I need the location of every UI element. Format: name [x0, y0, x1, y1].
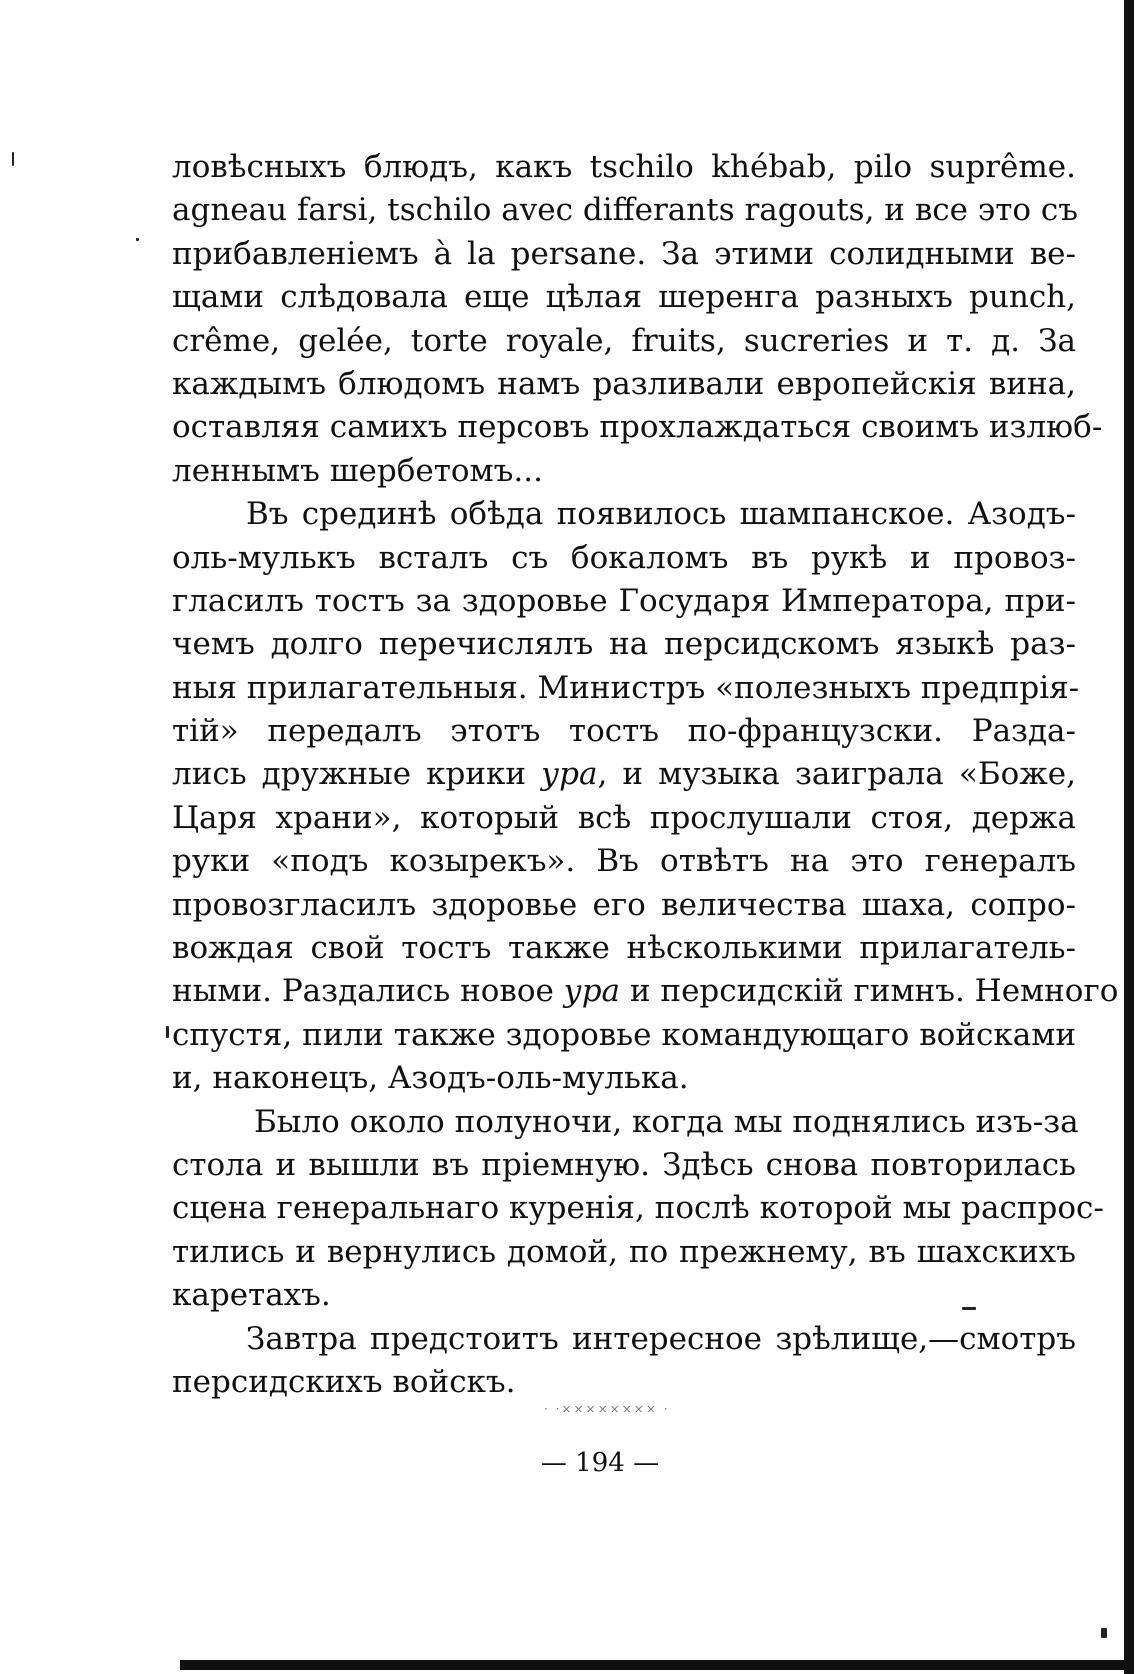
text-line: оль-мулькъ всталъ съ бокаломъ въ рукѣ и провоз-: [172, 539, 1076, 576]
text-line: Въ срединѣ обѣда появилось шампанское. Азодъ-: [246, 496, 1076, 533]
text-line: лись дружные крики ура, и музыка заиграла «Боже,: [172, 756, 1076, 793]
text-line: и, наконецъ, Азодъ-оль-мулька.: [172, 1060, 689, 1097]
scan-edge-bottom: [180, 1660, 1130, 1670]
text-line: ныя прилагательныя. Министръ «полезныхъ предпрія-: [172, 669, 1080, 706]
text-line: провозгласилъ здоровье его величества шаха, сопро-: [172, 886, 1076, 923]
text-line: стола и вышли въ пріемную. Здѣсь снова повторилась: [172, 1146, 1076, 1183]
body-text: [172, 146, 1119, 1404]
page-number: — 194 —: [540, 1448, 660, 1478]
scan-speck: [12, 152, 14, 166]
text-line: щами слѣдовала еще цѣлая шеренга разныхъ punch,: [172, 279, 1076, 316]
text-line: Было около полуночи, когда мы поднялись изъ-за: [254, 1103, 1079, 1140]
scan-speck: [1101, 1628, 1107, 1638]
text-line: сцена генеральнаго куренія, послѣ которой мы распрос-: [172, 1190, 1104, 1227]
text-line: вождая свой тостъ также нѣсколькими прилагатель-: [172, 930, 1076, 967]
text-line: оставляя самихъ персовъ прохлаждаться своимъ излюб-: [172, 409, 1103, 446]
text-line: гласилъ тостъ за здоровье Государя Императора, при-: [172, 582, 1076, 619]
section-ornament: · ·×××××××× ·: [544, 1402, 670, 1412]
scan-edge-right: [1124, 0, 1134, 1674]
text-line: тились и вернулись домой, по прежнему, въ шахскихъ: [172, 1233, 1076, 1270]
text-line: чемъ долго перечислялъ на персидскомъ языкѣ раз-: [172, 626, 1076, 663]
text-line: руки «подъ козырекъ». Въ отвѣтъ на это генералъ: [172, 843, 1076, 880]
text-line: спустя, пили также здоровье командующаго войсками: [172, 1016, 1076, 1053]
scan-speck: [166, 1026, 169, 1038]
text-line: ловѣсныхъ блюдъ, какъ tschilo khébab, pilo suprême.: [172, 149, 1076, 185]
text-line: Царя храни», который всѣ прослушали стоя, держа: [172, 799, 1076, 836]
text-line: леннымъ шербетомъ...: [172, 452, 543, 489]
text-line: Завтра предстоитъ интересное зрѣлище,—смотръ: [246, 1320, 1076, 1357]
text-line: прибавленіемъ à la persane. За этими солидными ве-: [172, 235, 1076, 272]
scan-speck: [136, 238, 139, 241]
text-line: ными. Раздались новое ура и персидскій гимнъ. Немного: [172, 973, 1119, 1010]
text-line: crême, gelée, torte royale, fruits, sucreries и т. д. За: [172, 322, 1076, 359]
text-line: каретахъ.: [172, 1277, 331, 1314]
text-line: персидскихъ войскъ.: [172, 1363, 516, 1400]
scan-speck: [962, 1307, 976, 1310]
text-line: agneau farsi, tschilo avec differants ragouts, и все это съ: [172, 192, 1078, 229]
text-line: каждымъ блюдомъ намъ разливали европейскія вина,: [172, 365, 1076, 402]
text-line: тій» передалъ этотъ тостъ по-французски. Разда-: [172, 713, 1076, 750]
